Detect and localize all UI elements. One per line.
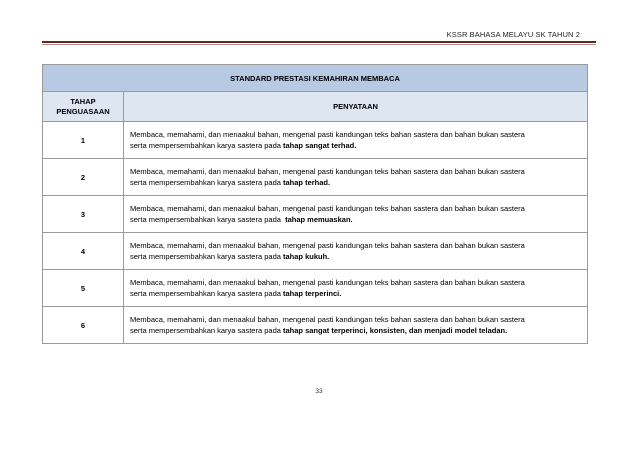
statement-level-text: tahap terhad. (283, 178, 331, 187)
document-header: KSSR BAHASA MELAYU SK TAHUN 2 (446, 30, 580, 39)
statement-line (130, 288, 581, 299)
statement-line: Membaca, memahami, dan menaakul bahan, mengenal pasti kandungan teks bahan sastera dan bahan bukan sastera (130, 278, 525, 287)
statement-cell (124, 196, 588, 233)
statement-text: serta mempersembahkan karya sastera pada (130, 326, 283, 335)
table-row (43, 307, 588, 344)
standard-table (42, 64, 588, 344)
column-header-level-line2: PENGUASAAN (56, 106, 110, 116)
statement-level-text: tahap kukuh. (283, 252, 330, 261)
statement-line (130, 140, 581, 151)
statement-line (130, 251, 581, 262)
column-header-statement: PENYATAAN (124, 92, 588, 122)
statement-line (130, 214, 581, 225)
level-cell: 5 (43, 270, 124, 307)
statement-level-text: tahap sangat terperinci, konsisten, dan menjadi model teladan. (283, 326, 508, 335)
level-cell: 4 (43, 233, 124, 270)
statement-line: Membaca, memahami, dan menaakul bahan, mengenal pasti kandungan teks bahan sastera dan bahan bukan sastera (130, 241, 525, 250)
header-rule-secondary (42, 44, 596, 45)
table-row (43, 159, 588, 196)
statement-line (130, 177, 581, 188)
table-row (43, 122, 588, 159)
column-header-level (43, 92, 124, 122)
table-row (43, 233, 588, 270)
table-row (43, 196, 588, 233)
statement-line (130, 325, 581, 336)
statement-line: Membaca, memahami, dan menaakul bahan, mengenal pasti kandungan teks bahan sastera dan bahan bukan sastera (130, 130, 525, 139)
level-cell: 2 (43, 159, 124, 196)
statement-cell (124, 233, 588, 270)
table-row (43, 270, 588, 307)
page-number: 33 (315, 388, 323, 395)
statement-cell (124, 159, 588, 196)
level-cell: 1 (43, 122, 124, 159)
statement-text: serta mempersembahkan karya sastera pada (130, 141, 283, 150)
column-header-level-line1: TAHAP (70, 96, 96, 106)
statement-level-text: tahap memuaskan. (285, 215, 353, 224)
statement-text: serta mempersembahkan karya sastera pada (130, 252, 283, 261)
statement-line: Membaca, memahami, dan menaakul bahan, mengenal pasti kandungan teks bahan sastera dan bahan bukan sastera (130, 315, 525, 324)
table-header-row (43, 92, 588, 122)
statement-line: Membaca, memahami, dan menaakul bahan, mengenal pasti kandungan teks bahan sastera dan bahan bukan sastera (130, 204, 525, 213)
statement-cell (124, 122, 588, 159)
header-rule (42, 41, 596, 43)
statement-cell (124, 270, 588, 307)
statement-level-text: tahap terperinci. (283, 289, 342, 298)
statement-cell (124, 307, 588, 344)
level-cell: 3 (43, 196, 124, 233)
level-cell: 6 (43, 307, 124, 344)
table-title-row (43, 65, 588, 92)
statement-line: Membaca, memahami, dan menaakul bahan, mengenal pasti kandungan teks bahan sastera dan bahan bukan sastera (130, 167, 525, 176)
statement-text: serta mempersembahkan karya sastera pada (130, 289, 283, 298)
statement-text: serta mempersembahkan karya sastera pada (130, 215, 286, 224)
table-title: STANDARD PRESTASI KEMAHIRAN MEMBACA (43, 65, 588, 92)
statement-text: serta mempersembahkan karya sastera pada (130, 178, 283, 187)
statement-level-text: tahap sangat terhad. (283, 141, 357, 150)
